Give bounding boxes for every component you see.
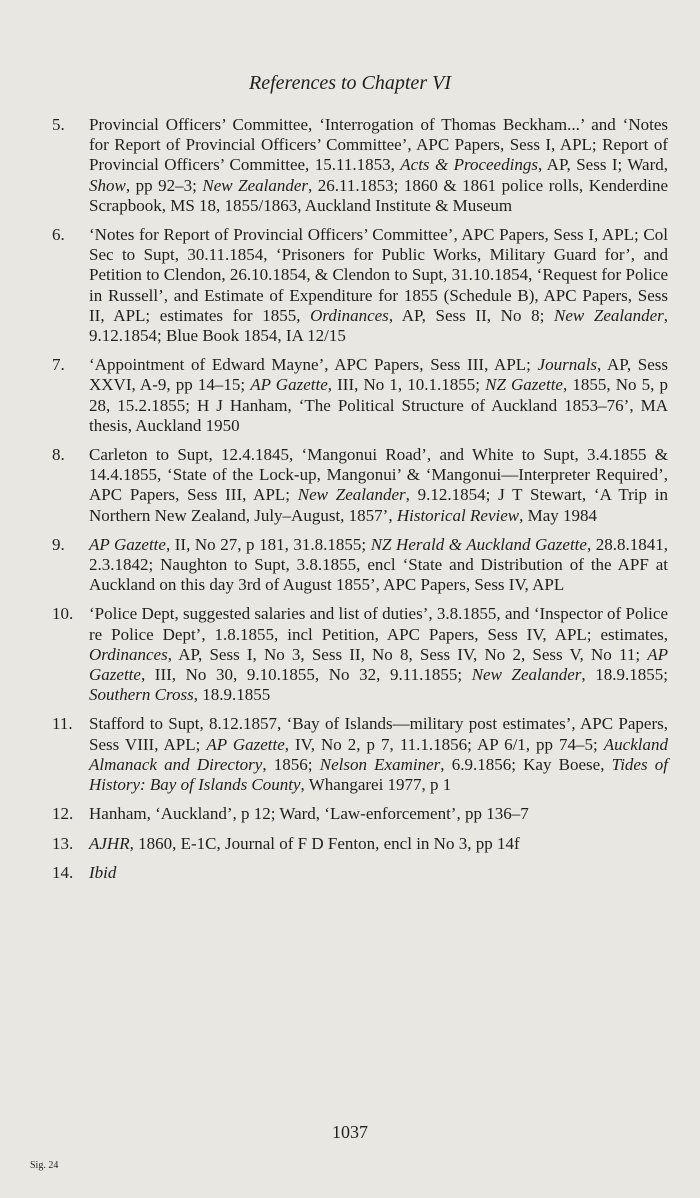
note-italic-segment: Nelson Examiner (319, 754, 441, 774)
note-italic-segment: New Zealander (297, 485, 406, 505)
note-text (89, 714, 668, 795)
note-segment: , 9.12.1854; J T Stewart, ‘A Trip in Northern New Zealand, July–August, 1857’, (89, 485, 668, 525)
note-text (89, 804, 668, 824)
reference-note (52, 604, 668, 705)
note-italic-segment: Ordinances (310, 305, 389, 325)
page-number: 1037 (332, 1122, 368, 1142)
note-segment: , May 1984 (519, 505, 598, 525)
note-segment: ‘Appointment of Edward Mayne’, APC Papers, Sess III, APL; (89, 355, 538, 375)
note-segment: , 1860, E-1C, Journal of F D Fenton, encl in No 3, pp 14f (129, 833, 520, 853)
reference-list (52, 115, 668, 892)
note-segment: , II, No 27, p 181, 31.8.1855; (165, 534, 371, 554)
note-segment: , 18.9.1855; (581, 665, 668, 685)
note-segment: , AP, Sess II, No 8; (388, 305, 554, 325)
note-italic-segment: AJHR (89, 833, 130, 853)
note-italic-segment: Southern Cross (89, 685, 194, 705)
note-number: 6. (52, 225, 65, 245)
note-segment: , 1855, No 5, p 28, 15.2.1855; H J Hanham, ‘The Political Structure of Auckland 1853–76’, MA thesis, Auckland 1950 (89, 375, 668, 435)
note-italic-segment: NZ Gazette (485, 375, 563, 395)
reference-note (52, 834, 668, 854)
note-text (89, 863, 668, 883)
reference-note (52, 535, 668, 596)
note-number: 11. (52, 714, 73, 734)
note-text (89, 355, 668, 436)
note-segment: , pp 92–3; (125, 175, 203, 195)
note-segment: Carleton to Supt, 12.4.1845, ‘Mangonui Road’, and White to Supt, 3.4.1855 & 14.4.1855, ‘State of the Lock-up, Mangonui’ & ‘Mangonui—Interpreter Required’, APC Papers, Sess III, APL; (89, 445, 668, 505)
note-number: 10. (52, 604, 74, 624)
note-italic-segment: Tides of History: Bay of Islands County (89, 754, 668, 795)
reference-note (52, 355, 668, 436)
signature-mark: Sig. 24 (30, 1160, 59, 1171)
note-italic-segment: Show (89, 175, 126, 195)
note-text (89, 115, 668, 216)
note-number: 13. (52, 833, 74, 853)
note-segment: , Whangarei 1977, p 1 (300, 775, 452, 795)
note-segment: , AP, Sess I, No 3, Sess II, No 8, Sess IV, No 2, Sess V, No 11; (167, 644, 648, 664)
note-segment: Hanham, ‘Auckland’, p 12; Ward, ‘Law-enforcement’, pp 136–7 (89, 804, 529, 824)
note-segment: , 1856; (262, 754, 320, 774)
note-text (89, 834, 668, 854)
note-italic-segment: Journals (537, 355, 598, 375)
note-text (89, 604, 668, 705)
note-italic-segment: Ordinances (89, 644, 168, 664)
note-number: 9. (52, 534, 65, 554)
note-segment: , AP, Sess I; Ward, (537, 155, 668, 175)
note-italic-segment: Acts & Proceedings (400, 155, 538, 175)
note-segment: ‘Police Dept, suggested salaries and list of duties’, 3.8.1855, and ‘Inspector of Police re Police Dept’, 1.8.1855, incl Petition, APC Papers, Sess IV, APL; estimates, (89, 604, 668, 644)
note-segment: , III, No 1, 10.1.1855; (327, 375, 486, 395)
note-segment: , 6.9.1856; Kay Boese, (440, 754, 612, 774)
note-segment: Stafford to Supt, 8.12.1857, ‘Bay of Islands—military post estimates’, APC Papers, Sess VIII, APL; (89, 714, 668, 754)
note-italic-segment: Auckland Almanack and Directory (89, 734, 668, 774)
note-italic-segment: AP Gazette (250, 375, 328, 395)
reference-note (52, 225, 668, 346)
note-italic-segment: Historical Review (396, 505, 520, 525)
note-segment: , 18.9.1855 (193, 685, 271, 705)
note-italic-segment: AP Gazette (89, 644, 668, 685)
note-number: 5. (52, 115, 65, 134)
note-italic-segment: New Zealander (202, 175, 308, 195)
reference-note (52, 804, 668, 824)
note-italic-segment: AP Gazette (89, 534, 166, 554)
note-italic-segment: New Zealander (471, 665, 582, 685)
reference-note (52, 714, 668, 795)
note-italic-segment: Ibid (89, 862, 117, 882)
note-italic-segment: New Zealander (553, 305, 664, 325)
note-text (89, 535, 668, 596)
note-segment: , AP, Sess XXVI, A-9, pp 14–15; (89, 355, 669, 395)
note-segment: ‘Notes for Report of Provincial Officers’ Committee’, APC Papers, Sess I, APL; Col Sec to Supt, 30.11.1854, ‘Prisoners for Public Works, Military Guard for’, and Petition to Clendon, 26.10.1854, & Clendon to Supt, 31.10.1854, ‘Request for Police in Russell’, and Estimate of Expenditure for 1855 (Schedule B), APC Papers, Sess II, APL; estimates for 1855, (89, 225, 668, 325)
note-number: 14. (52, 862, 74, 882)
note-segment: Provincial Officers’ Committee, ‘Interrogation of Thomas Beckham...’ and ‘Notes for Report of Provincial Officers’ Committee’, APC Papers, Sess I, APL; Report of Provincial Officers’ Committee, 15.11.1853, (89, 115, 668, 175)
reference-note (52, 445, 668, 526)
page-title: References to Chapter VI (249, 72, 451, 94)
note-text (89, 225, 668, 346)
note-segment: , III, No 30, 9.10.1855, No 32, 9.11.1855; (140, 665, 472, 685)
note-number: 12. (52, 804, 74, 824)
note-text (89, 445, 668, 526)
note-segment: , IV, No 2, p 7, 11.1.1856; AP 6/1, pp 74–5; (284, 734, 604, 754)
note-segment: , 26.11.1853; 1860 & 1861 police rolls, Kenderdine Scrapbook, MS 18, 1855/1863, Auckland Institute & Museum (89, 175, 668, 215)
note-number: 7. (52, 355, 65, 375)
note-segment: , 28.8.1841, 2.3.1842; Naughton to Supt, 3.8.1855, encl ‘State and Distribution of the APF at Auckland on this day 3rd of August 1855’, APC Papers, Sess IV, APL (89, 534, 668, 595)
reference-note (52, 863, 668, 883)
note-segment: , 9.12.1854; Blue Book 1854, IA 12/15 (89, 305, 669, 346)
note-number: 8. (52, 445, 65, 465)
reference-note (52, 115, 668, 216)
note-italic-segment: AP Gazette (206, 734, 285, 754)
note-italic-segment: NZ Herald & Auckland Gazette (370, 534, 587, 554)
